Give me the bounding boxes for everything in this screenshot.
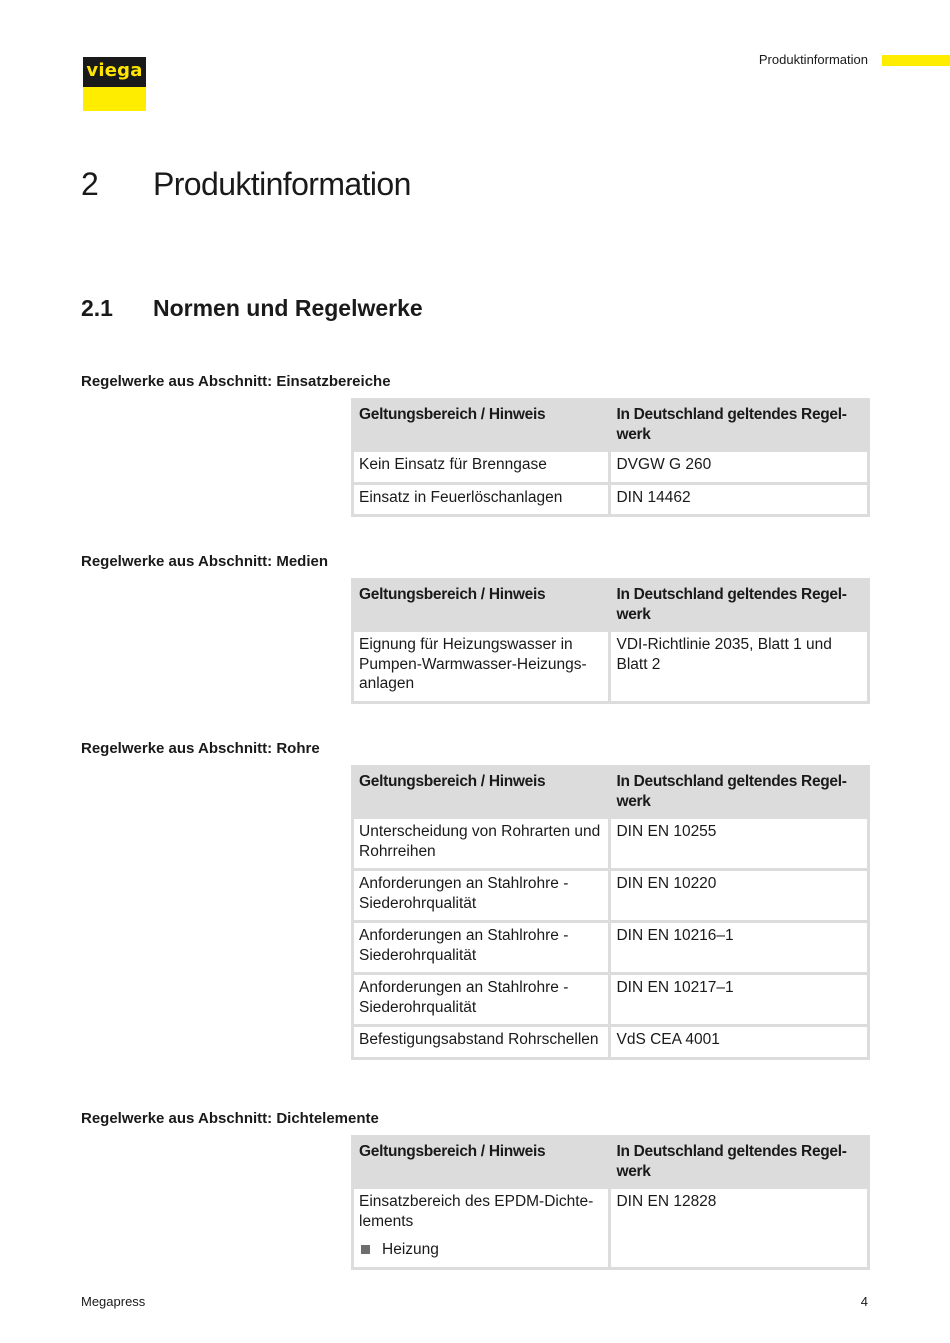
cell-scope bbox=[354, 1189, 608, 1267]
bullet-item bbox=[359, 1240, 602, 1260]
cell-scope: Anforderungen an Stahlrohre - Siederohrqualität bbox=[354, 975, 608, 1024]
section-title-rohre: Regelwerke aus Abschnitt: Rohre bbox=[81, 740, 320, 757]
subchapter-title: Normen und Regelwerke bbox=[153, 295, 423, 321]
cell-scope: Befestigungsabstand Rohrschellen bbox=[354, 1027, 608, 1057]
table-row bbox=[354, 923, 867, 972]
cell-scope: Kein Einsatz für Brenngase bbox=[354, 452, 608, 482]
header-standard: In Deutschland geltendes Regelwerk bbox=[611, 581, 867, 629]
subchapter-number: 2.1 bbox=[81, 295, 113, 321]
chapter-title: Produktinformation bbox=[153, 166, 411, 202]
cell-scope: Unterscheidung von Rohrarten und Rohrreihen bbox=[354, 819, 608, 868]
viega-logo bbox=[83, 57, 146, 111]
header-standard: In Deutschland geltendes Regelwerk bbox=[611, 768, 867, 816]
cell-scope: Eignung für Heizungswasser in Pumpen-Warmwasser-Heizungsanlagen bbox=[354, 632, 608, 701]
cell-standard: DIN EN 10255 bbox=[611, 819, 867, 868]
cell-standard: DIN EN 10220 bbox=[611, 871, 867, 920]
footer-page-number: 4 bbox=[860, 1294, 868, 1309]
table-row bbox=[354, 975, 867, 1024]
header-yellow-bar bbox=[882, 55, 950, 66]
chapter-heading bbox=[81, 166, 411, 203]
header-standard: In Deutschland geltendes Regelwerk bbox=[611, 401, 867, 449]
subchapter-heading bbox=[81, 295, 423, 322]
table-header-row bbox=[354, 1138, 867, 1186]
section-title-einsatzbereiche: Regelwerke aus Abschnitt: Einsatzbereiche bbox=[81, 373, 391, 390]
cell-scope: Anforderungen an Stahlrohre - Siederohrqualität bbox=[354, 871, 608, 920]
table-header-row bbox=[354, 581, 867, 629]
header-scope: Geltungsbereich / Hinweis bbox=[354, 1138, 608, 1186]
cell-standard: DVGW G 260 bbox=[611, 452, 867, 482]
cell-standard: DIN EN 12828 bbox=[611, 1189, 867, 1267]
table-row bbox=[354, 1027, 867, 1057]
cell-standard: DIN EN 10217–1 bbox=[611, 975, 867, 1024]
cell-scope: Einsatz in Feuerlöschanlagen bbox=[354, 485, 608, 515]
logo-yellow-block bbox=[83, 87, 146, 111]
table-medien bbox=[351, 578, 870, 704]
bullet-text: Heizung bbox=[382, 1241, 439, 1258]
table-row bbox=[354, 1189, 867, 1267]
cell-standard: DIN EN 10216–1 bbox=[611, 923, 867, 972]
cell-standard: VDI-Richtlinie 2035, Blatt 1 und Blatt 2 bbox=[611, 632, 867, 701]
square-bullet-icon bbox=[361, 1245, 370, 1254]
section-title-dichtelemente: Regelwerke aus Abschnitt: Dichtelemente bbox=[81, 1110, 379, 1127]
cell-scope: Anforderungen an Stahlrohre - Siederohrqualität bbox=[354, 923, 608, 972]
header-scope: Geltungsbereich / Hinweis bbox=[354, 581, 608, 629]
footer-product: Megapress bbox=[81, 1294, 146, 1309]
header-scope: Geltungsbereich / Hinweis bbox=[354, 401, 608, 449]
section-title-medien: Regelwerke aus Abschnitt: Medien bbox=[81, 553, 329, 570]
table-header-row bbox=[354, 768, 867, 816]
table-row bbox=[354, 632, 867, 701]
cell-standard: VdS CEA 4001 bbox=[611, 1027, 867, 1057]
logo-wordmark: viega bbox=[83, 57, 146, 87]
table-einsatzbereiche bbox=[351, 398, 870, 517]
table-row bbox=[354, 871, 867, 920]
chapter-number: 2 bbox=[81, 166, 99, 202]
cell-scope-text: Einsatzbereich des EPDM-Dichtelements bbox=[359, 1193, 594, 1230]
header-standard: In Deutschland geltendes Regelwerk bbox=[611, 1138, 867, 1186]
header-section-label: Produktinformation bbox=[758, 52, 868, 67]
table-row bbox=[354, 485, 867, 515]
table-row bbox=[354, 819, 867, 868]
cell-standard: DIN 14462 bbox=[611, 485, 867, 515]
table-header-row bbox=[354, 401, 867, 449]
table-row bbox=[354, 452, 867, 482]
header-scope: Geltungsbereich / Hinweis bbox=[354, 768, 608, 816]
table-rohre bbox=[351, 765, 870, 1060]
table-dichtelemente bbox=[351, 1135, 870, 1270]
